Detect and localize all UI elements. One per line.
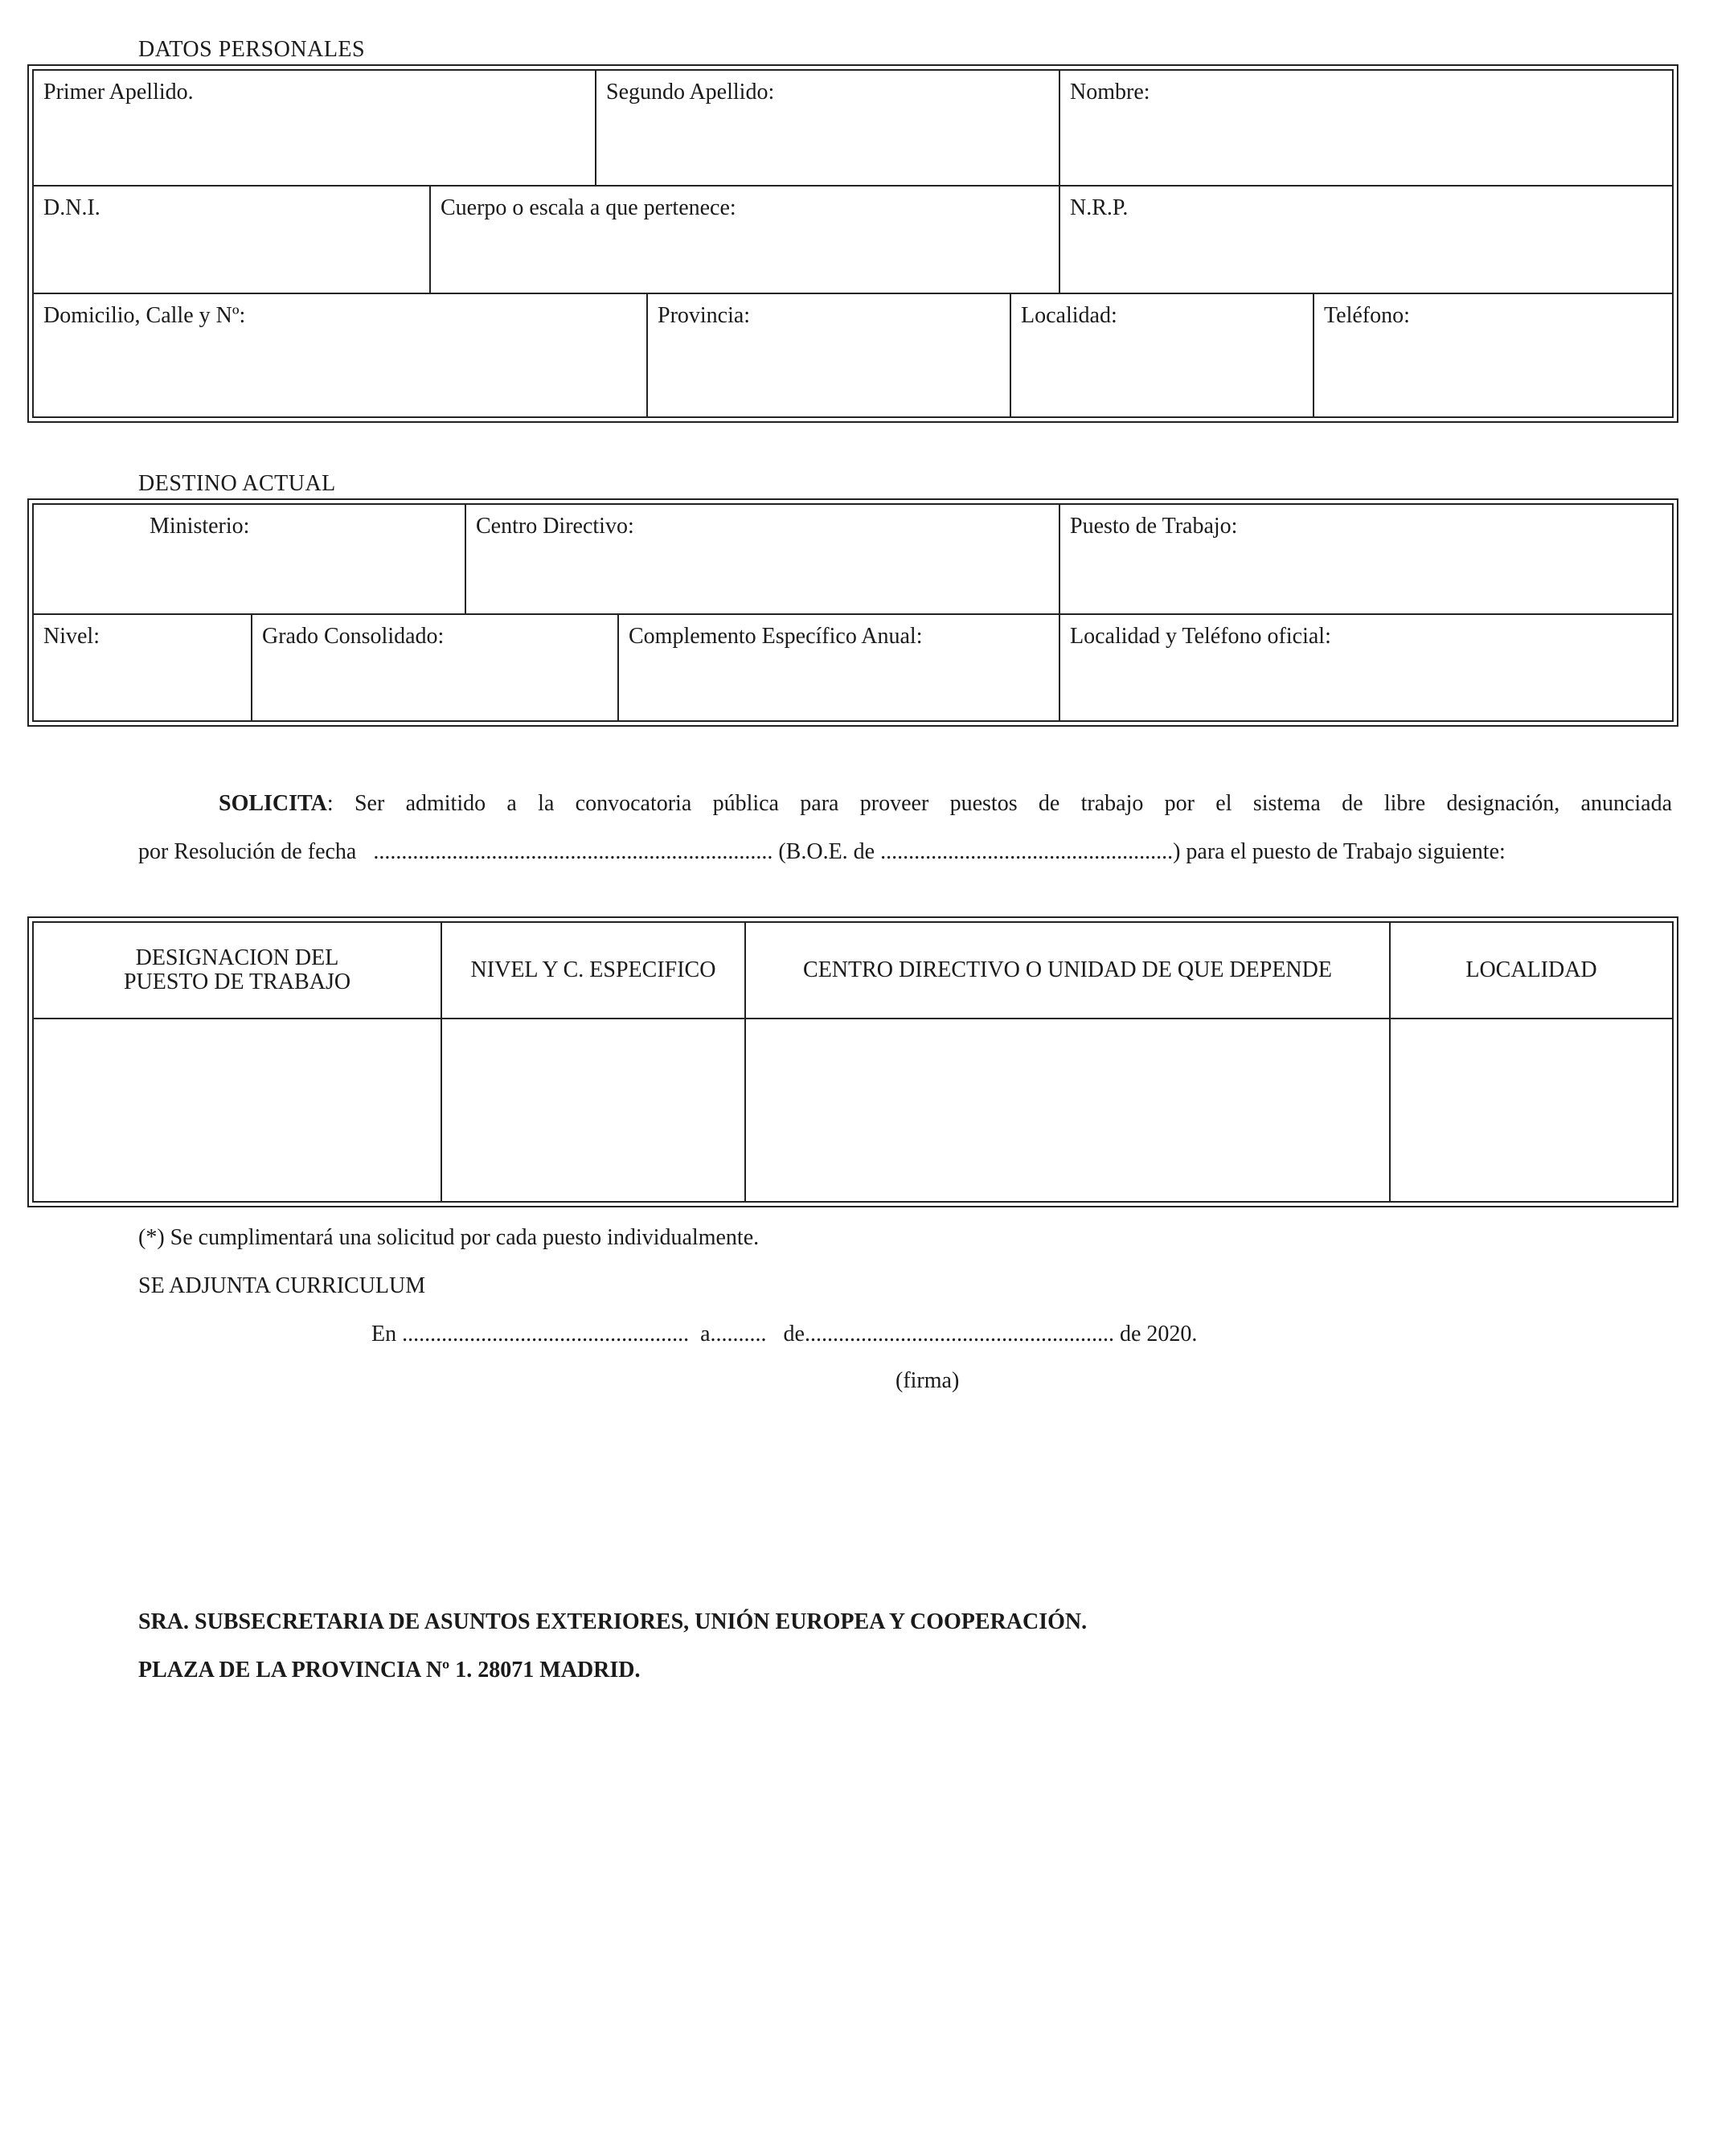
field-nombre[interactable]: Nombre: [1060, 71, 1672, 186]
field-nrp[interactable]: N.R.P. [1060, 186, 1672, 294]
field-centro-directivo[interactable]: Centro Directivo: [466, 505, 1060, 615]
header-designacion [34, 923, 442, 1019]
input-designacion[interactable] [34, 1019, 442, 1201]
solicita-line2: por Resolución de fecha ....................................................................... (B.O.E. de ....................................................) para el puesto de Trabajo siguiente: [138, 839, 1506, 864]
header-localidad: LOCALIDAD [1391, 923, 1672, 1019]
input-localidad[interactable] [1391, 1019, 1672, 1201]
note-text: (*) Se cumplimentará una solicitud por cada puesto individualmente. [138, 1225, 760, 1250]
field-puesto-trabajo[interactable]: Puesto de Trabajo: [1060, 505, 1672, 615]
curriculum-text: SE ADJUNTA CURRICULUM [138, 1273, 426, 1298]
solicita-text: : Ser admitido a la convocatoria pública para proveer puestos de trabajo por el sistema de libre designación, anunciada [326, 791, 1672, 816]
input-centro-directivo[interactable] [746, 1019, 1391, 1201]
section-title-personal: DATOS PERSONALES [138, 37, 366, 62]
header-designacion-line1: DESIGNACION DEL [135, 945, 339, 970]
header-nivel-especifico: NIVEL Y C. ESPECIFICO [442, 923, 746, 1019]
solicita-label: SOLICITA [219, 791, 327, 816]
field-complemento-especifico[interactable]: Complemento Específico Anual: [619, 615, 1060, 720]
field-localidad-telefono-oficial[interactable]: Localidad y Teléfono oficial: [1070, 624, 1331, 649]
header-designacion-line2: PUESTO DE TRABAJO [123, 969, 351, 994]
field-ministerio[interactable]: Ministerio: [34, 505, 466, 615]
firma-label: (firma) [895, 1368, 960, 1393]
addressee-line2: PLAZA DE LA PROVINCIA Nº 1. 28071 MADRID. [138, 1658, 641, 1683]
field-cuerpo-escala[interactable]: Cuerpo o escala a que pertenece: [431, 186, 1060, 294]
solicita-line1 [138, 780, 1672, 828]
field-provincia[interactable]: Provincia: [648, 294, 1011, 416]
input-nivel-especifico[interactable] [442, 1019, 746, 1201]
section-title-destino: DESTINO ACTUAL [138, 471, 336, 496]
field-nivel[interactable]: Nivel: [34, 615, 252, 720]
header-centro-directivo: CENTRO DIRECTIVO O UNIDAD DE QUE DEPENDE [746, 923, 1391, 1019]
field-localidad[interactable]: Localidad: [1011, 294, 1314, 416]
field-domicilio[interactable]: Domicilio, Calle y Nº: [34, 294, 648, 416]
field-segundo-apellido[interactable]: Segundo Apellido: [596, 71, 1060, 186]
field-dni[interactable]: D.N.I. [34, 186, 431, 294]
field-telefono[interactable]: Teléfono: [1324, 303, 1410, 328]
field-primer-apellido[interactable]: Primer Apellido. [34, 71, 596, 186]
field-grado-consolidado[interactable]: Grado Consolidado: [252, 615, 619, 720]
addressee-line1: SRA. SUBSECRETARIA DE ASUNTOS EXTERIORES, UNIÓN EUROPEA Y COOPERACIÓN. [138, 1609, 1088, 1634]
place-date-line[interactable]: En ................................................... a.......... de....................................................... de 2020. [371, 1322, 1198, 1346]
